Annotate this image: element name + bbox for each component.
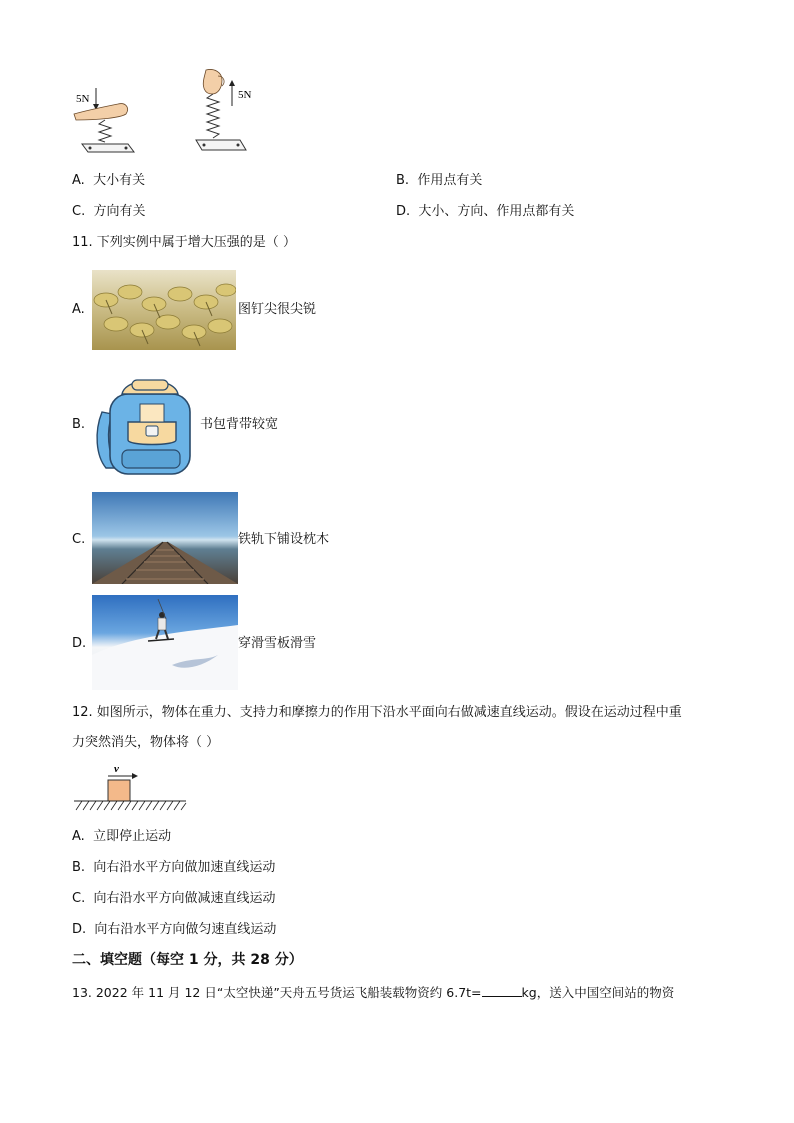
thumbtacks-photo[interactable] bbox=[92, 270, 236, 350]
q10-option-c[interactable] bbox=[72, 203, 146, 221]
q11-stem: 11. 下列实例中属于增大压强的是（ ） bbox=[72, 235, 296, 250]
option-key: B. bbox=[72, 860, 86, 875]
option-key: C. bbox=[72, 532, 86, 547]
option-text: 书包背带较宽 bbox=[200, 417, 279, 432]
q10-option-b[interactable] bbox=[396, 172, 482, 190]
option-key: D. bbox=[72, 922, 87, 937]
answer-blank[interactable] bbox=[482, 984, 522, 997]
option-text: 作用点有关 bbox=[417, 173, 483, 188]
q12-option-b[interactable] bbox=[72, 859, 275, 877]
option-text: 方向有关 bbox=[93, 204, 146, 219]
option-key: A. bbox=[72, 173, 85, 188]
q12-stem-line2: 力突然消失，物体将（ ） bbox=[72, 735, 220, 750]
left-force-label: 5N bbox=[76, 93, 90, 105]
option-text: 向右沿水平方向做匀速直线运动 bbox=[94, 922, 277, 937]
option-text: 图钉尖很尖锐 bbox=[238, 302, 317, 317]
spring-pull-figure bbox=[192, 66, 282, 162]
option-key: C. bbox=[72, 204, 86, 219]
option-text: 立即停止运动 bbox=[93, 829, 172, 844]
option-key: C. bbox=[72, 891, 86, 906]
velocity-label: v bbox=[114, 763, 119, 775]
option-text: 穿滑雪板滑雪 bbox=[238, 636, 317, 651]
spring-press-figure bbox=[68, 80, 148, 162]
option-text: 铁轨下铺设枕木 bbox=[238, 532, 330, 547]
q13-text-before: 13. 2022 年 11 月 12 日“太空快递”天舟五号货运飞船装载物资约 6.7t= bbox=[72, 985, 482, 1000]
q12-option-c[interactable] bbox=[72, 890, 276, 908]
q13-stem bbox=[72, 984, 674, 1002]
option-key: D. bbox=[396, 204, 411, 219]
option-text: 向右沿水平方向做减速直线运动 bbox=[93, 891, 276, 906]
option-text: 大小、方向、作用点都有关 bbox=[418, 204, 575, 219]
option-key: D. bbox=[72, 636, 87, 651]
q12-stem-line1: 12. 如图所示，物体在重力、支持力和摩擦力的作用下沿水平面向右做减速直线运动。假设在运动过程中重 bbox=[72, 705, 682, 720]
option-text: 大小有关 bbox=[93, 173, 146, 188]
q10-option-d[interactable] bbox=[396, 203, 574, 221]
block-motion-figure bbox=[74, 760, 190, 814]
q10-option-a[interactable] bbox=[72, 172, 145, 190]
railway-photo[interactable] bbox=[92, 492, 238, 584]
option-key: B. bbox=[72, 417, 86, 432]
option-text: 向右沿水平方向做加速直线运动 bbox=[93, 860, 276, 875]
option-key: B. bbox=[396, 173, 410, 188]
q12-option-a[interactable] bbox=[72, 828, 171, 846]
option-key: A. bbox=[72, 302, 85, 317]
section-heading: 二、填空题（每空 1 分，共 28 分） bbox=[72, 952, 303, 968]
skiing-photo[interactable] bbox=[92, 595, 238, 690]
option-key: A. bbox=[72, 829, 85, 844]
q13-text-after: kg，送入中国空间站的物资 bbox=[521, 985, 675, 1000]
q12-option-d[interactable] bbox=[72, 921, 276, 939]
backpack-illustration[interactable] bbox=[92, 372, 200, 478]
right-force-label: 5N bbox=[238, 89, 252, 101]
